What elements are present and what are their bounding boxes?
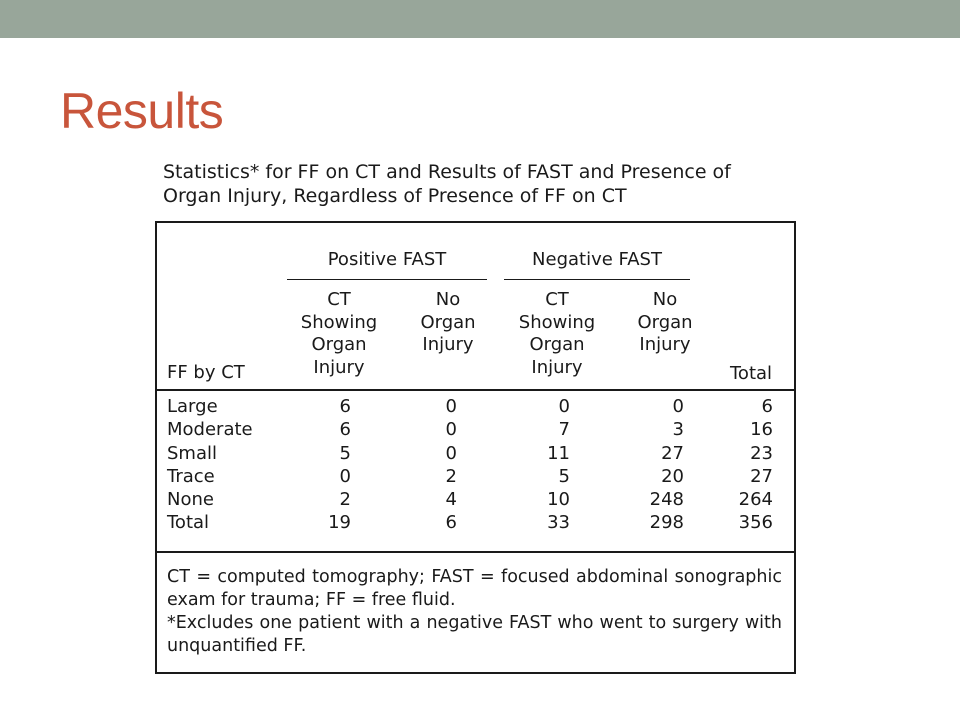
row-label: Small xyxy=(167,442,217,464)
cell-pos-no-injury: 0 xyxy=(445,442,457,464)
subheader-negative-no-injury: No Organ Injury xyxy=(637,289,693,355)
cell-total: 23 xyxy=(750,442,773,464)
table-footnotes xyxy=(167,566,782,658)
group-header-positive-fast: Positive FAST xyxy=(327,249,447,270)
header-rule xyxy=(157,389,794,391)
cell-pos-ct-injury: 5 xyxy=(339,442,351,464)
cell-neg-no-injury: 20 xyxy=(661,465,684,487)
subheader-positive-ct-injury: CT Showing Organ Injury xyxy=(300,289,378,378)
cell-neg-ct-injury: 7 xyxy=(558,419,570,441)
total-header: Total xyxy=(730,363,773,384)
caption-line-1: Statistics* for FF on CT and Results of FAST and Presence of xyxy=(163,161,731,183)
footnote-abbreviations: CT = computed tomography; FAST = focused abdominal sonographic exam for trauma; FF = free fluid. xyxy=(167,567,782,610)
row-label: Large xyxy=(167,396,218,417)
table-row xyxy=(157,418,794,441)
cell-neg-ct-injury: 0 xyxy=(558,396,570,417)
cell-total: 356 xyxy=(738,512,773,534)
cell-neg-no-injury: 27 xyxy=(661,442,684,464)
table-row-total xyxy=(157,511,794,534)
cell-neg-no-injury: 3 xyxy=(672,419,684,441)
cell-neg-ct-injury: 11 xyxy=(547,442,570,464)
cell-total: 16 xyxy=(750,419,773,441)
group-underline-negative xyxy=(504,279,690,280)
cell-pos-ct-injury: 19 xyxy=(328,512,351,534)
cell-neg-no-injury: 248 xyxy=(649,489,684,511)
group-underline-positive xyxy=(287,279,487,280)
group-header-negative-fast: Negative FAST xyxy=(532,249,662,270)
row-label: Trace xyxy=(167,465,215,487)
table-row xyxy=(157,488,794,511)
cell-neg-ct-injury: 5 xyxy=(558,465,570,487)
table-row xyxy=(157,395,794,418)
stub-header: FF by CT xyxy=(167,362,245,383)
cell-pos-ct-injury: 6 xyxy=(339,396,351,417)
cell-pos-ct-injury: 0 xyxy=(339,465,351,487)
top-accent-bar xyxy=(0,0,960,38)
cell-pos-no-injury: 6 xyxy=(445,512,457,534)
caption-line-2: Organ Injury, Regardless of Presence of FF on CT xyxy=(163,185,627,207)
table-body xyxy=(157,395,794,535)
cell-pos-no-injury: 0 xyxy=(445,419,457,441)
table-row xyxy=(157,442,794,465)
row-label: Total xyxy=(167,512,210,534)
cell-pos-no-injury: 2 xyxy=(445,465,457,487)
cell-total: 264 xyxy=(738,489,773,511)
footnote-rule xyxy=(157,551,794,553)
cell-pos-no-injury: 0 xyxy=(445,396,457,417)
cell-neg-ct-injury: 33 xyxy=(547,512,570,534)
cell-total: 6 xyxy=(761,396,773,417)
footnote-exclusion: *Excludes one patient with a negative FAST who went to surgery with unquantified FF. xyxy=(167,613,782,656)
cell-neg-ct-injury: 10 xyxy=(547,489,570,511)
cell-pos-ct-injury: 6 xyxy=(339,419,351,441)
cell-pos-ct-injury: 2 xyxy=(339,489,351,511)
row-label: Moderate xyxy=(167,419,253,441)
slide-title: Results xyxy=(60,83,224,139)
cell-neg-no-injury: 0 xyxy=(672,396,684,417)
results-table xyxy=(155,221,796,674)
cell-neg-no-injury: 298 xyxy=(649,512,684,534)
cell-total: 27 xyxy=(750,465,773,487)
subheader-positive-no-injury: No Organ Injury xyxy=(420,289,476,355)
table-caption xyxy=(163,160,803,208)
cell-pos-no-injury: 4 xyxy=(445,489,457,511)
table-row xyxy=(157,465,794,488)
subheader-negative-ct-injury: CT Showing Organ Injury xyxy=(518,289,596,378)
row-label: None xyxy=(167,489,214,511)
